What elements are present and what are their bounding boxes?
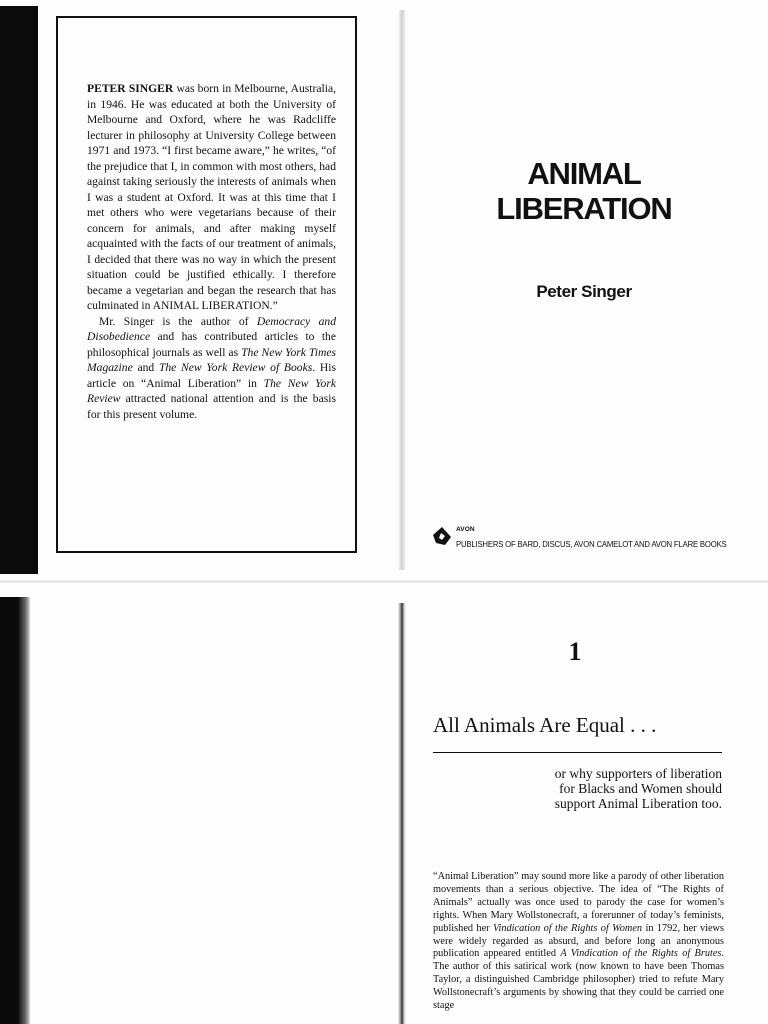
body-text-c: . The author of this satirical work (now known to have been Thomas Taylor, a distinguished Cambridge philosopher) tried to refute Mary Wollstonecraft’s arguments by showing that they could be carried one stage	[433, 948, 724, 1012]
chapter-rule	[433, 752, 722, 753]
bio-paragraph-1-text: was born in Melbourne, Australia, in 1946. He was educated at both the University of Melbourne and Oxford, where he was Radcliffe lecturer in philosophy at University College between 1971 and 1973. “I first became aware,” he writes, “of the prejudice that I, in common with most others, had against taking seriously the interests of animals when I was a student at Oxford. It was at this time that I met others who were vegetarians because of their concern for animals, and after making myself acquainted with the facts of our treatment of animals, I decided that there was no way in which the present situation could be justified ethically. I therefore became a vegetarian and began the research that has culminated in ANIMAL LIBERATION.”	[87, 82, 336, 312]
chapter-subtitle-line-2: for Blacks and Women should	[559, 781, 722, 796]
bio-publication-3: The New York Review	[87, 376, 337, 405]
book-title-line-1: ANIMAL	[527, 156, 641, 191]
bio-paragraph-1	[87, 81, 336, 314]
bio-page	[0, 0, 400, 583]
blank-page	[0, 583, 400, 1024]
chapter-subtitle	[498, 766, 722, 811]
avon-logo-icon	[432, 526, 452, 546]
bio-p2-text-b: and has contributed articles to the philosophical journals as well as	[87, 330, 336, 359]
bottom-spread	[0, 583, 768, 1024]
book-gutter-lower	[398, 603, 406, 1024]
bio-paragraph-2	[87, 314, 336, 423]
bio-publication-2: The New York Review of Books	[158, 361, 313, 374]
body-book-title-1: Vindication of the Rights of Women	[492, 922, 643, 934]
bio-p2-text-a: Mr. Singer is the author of	[99, 314, 257, 328]
bio-frame	[56, 16, 357, 553]
chapter-subtitle-line-3: support Animal Liberation too.	[554, 796, 722, 811]
book-gutter	[398, 10, 406, 570]
bio-book-title: Democracy and Disobedience	[87, 314, 336, 343]
scan-edge-left	[0, 6, 38, 574]
chapter-page	[400, 583, 768, 1024]
body-book-title-2: A Vindication of the Rights of Brutes	[560, 948, 722, 960]
title-page	[400, 0, 768, 583]
bio-p2-text-d: . His article on “Animal Liberation” in	[87, 361, 336, 390]
bio-text	[87, 81, 336, 422]
body-text-b: in 1792, her views were widely regarded as absurd, and before long an anonymous publication appeared entitled	[433, 922, 724, 960]
publisher-name: AVON	[456, 526, 475, 533]
chapter-subtitle-line-1: or why supporters of liberation	[554, 766, 722, 781]
book-title-line-2: LIBERATION	[496, 191, 672, 226]
chapter-body-text	[433, 871, 724, 1013]
body-text-a: “Animal Liberation” may sound more like a parody of other liberation movements than a serious objective. The idea of “The Rights of Animals” actually was once used to parody the case for women’s rights. When Mary Wollstonecraft, a forerunner of today’s feminists, published her	[433, 871, 724, 934]
chapter-title: All Animals Are Equal . . .	[433, 713, 657, 737]
book-author: Peter Singer	[536, 282, 632, 301]
bio-publication-1: The New York Times Magazine	[87, 345, 336, 374]
scan-edge-left-lower	[0, 597, 30, 1024]
chapter-number: 1	[568, 637, 582, 666]
author-name-bold: PETER SINGER	[87, 82, 174, 95]
book-title	[470, 156, 698, 226]
bio-p2-text-e: attracted national attention and is the basis for this present volume.	[87, 392, 336, 421]
publisher-imprints: PUBLISHERS OF BARD, DISCUS, AVON CAMELOT AND AVON FLARE BOOKS	[456, 539, 727, 549]
bio-p2-text-c: and	[132, 361, 159, 374]
